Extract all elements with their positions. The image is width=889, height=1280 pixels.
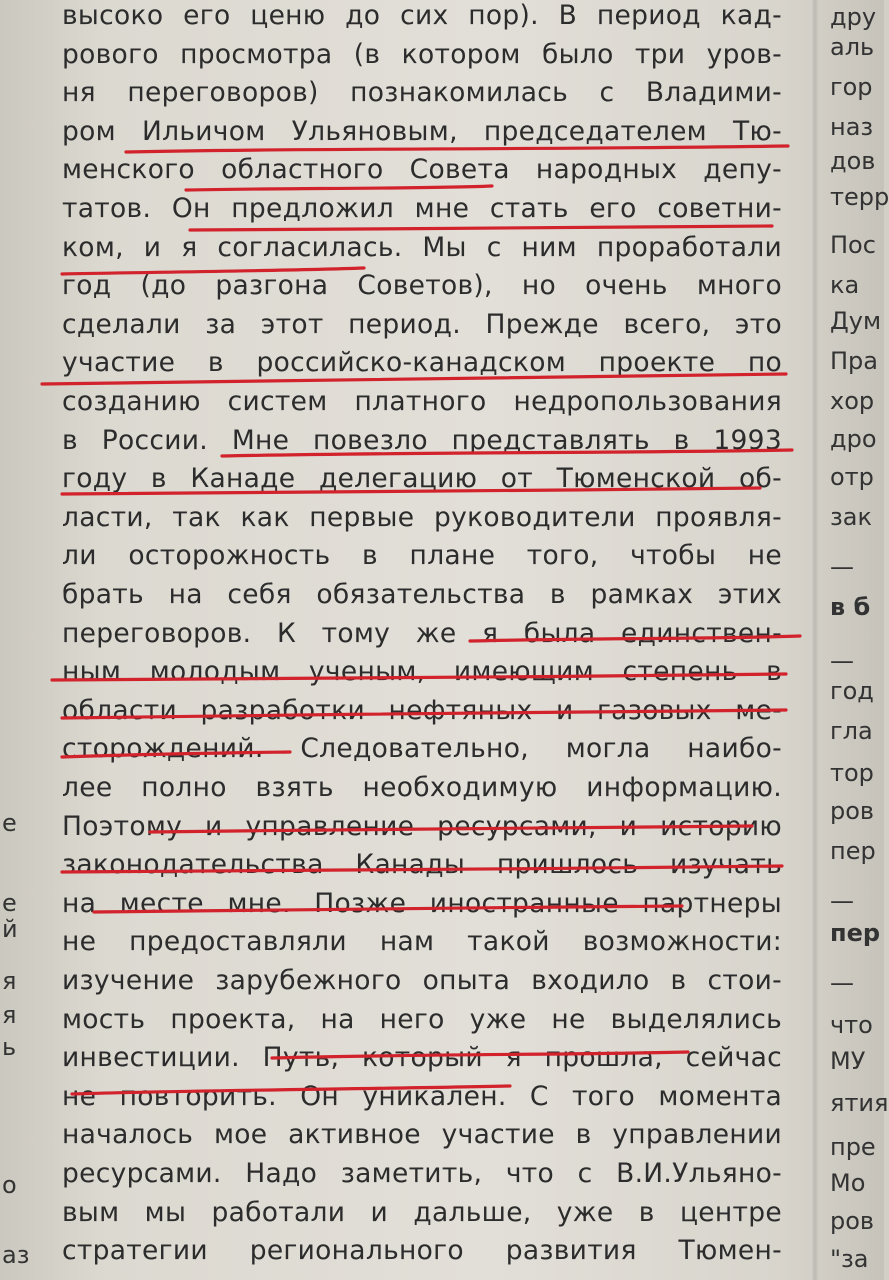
margin-fragment: Пра [830,347,878,375]
text-line: ня переговоров) познакомилась с Владими- [62,77,782,109]
text-line: переговоров. К тому же я была единствен- [62,617,782,649]
text-line: в России. Мне повезло представлять в 1993 [62,424,782,456]
text-line: законодательства Канады пришлось изучать [62,849,782,881]
margin-fragment: зак [830,503,872,531]
text-line: не предоставляли нам такой возможности: [62,926,782,958]
margin-fragment: пре [830,1133,876,1161]
column-divider [812,0,818,1280]
text-line: области разработки нефтяных и газовых ме- [62,694,782,726]
margin-fragment: МУ [830,1047,866,1075]
margin-fragment: й [2,915,18,943]
margin-fragment: — [830,887,854,915]
margin-fragment: ь [2,1033,17,1061]
margin-fragment: пер [830,837,876,865]
text-line: сторождений. Следовательно, могла наибо- [62,733,782,765]
margin-fragment: ятия [830,1089,889,1117]
text-line: участие в российско-канадском проекте по [62,347,782,379]
text-line: сделали за этот период. Прежде всего, это [62,308,782,340]
margin-fragment: я [2,967,17,995]
text-line: ли осторожность в плане того, чтобы не [62,540,782,572]
margin-fragment: гла [830,717,873,745]
margin-fragment: дов [830,147,876,175]
text-line: год (до разгона Советов), но очень много [62,270,782,302]
margin-fragment: — [830,647,854,675]
margin-fragment: е [2,809,17,837]
margin-fragment: терр [830,183,889,211]
margin-fragment: — [830,553,854,581]
text-line: не повторить. Он уникален. С того момента [62,1080,782,1112]
text-line: ресурсами. Надо заметить, что с В.И.Ульяно- [62,1158,782,1189]
text-line: татов. Он предложил мне стать его советни- [62,193,782,224]
text-line: рового просмотра (в котором было три уров- [62,38,782,70]
margin-fragment: тор [830,759,874,787]
text-line: на месте мне. Позже иностранные партнеры [62,887,782,919]
margin-fragment: ров [830,797,875,825]
text-line: ром Ильичом Ульяновым, председателем Тю- [62,115,782,147]
margin-fragment: "за [830,1245,869,1273]
margin-fragment: е [2,889,17,917]
article-body [62,0,792,1280]
margin-fragment: что [830,1011,873,1039]
left-column-fragment [0,0,30,1280]
margin-fragment: о [2,1171,17,1199]
text-line: стратегии регионального развития Тюмен- [62,1235,782,1267]
margin-fragment: хор [830,387,875,415]
margin-fragment: отр [830,463,874,491]
margin-fragment: аз [2,1241,30,1269]
margin-fragment: Дум [830,307,882,335]
margin-fragment: гор [830,73,873,101]
text-line: инвестиции. Путь, который я прошла, сейчас [62,1042,782,1074]
margin-fragment: — [830,969,854,997]
text-line: лее полно взять необходимую информацию. [62,772,782,803]
text-line: ным молодым ученым, имеющим степень в [62,656,782,688]
margin-fragment: Мо [830,1169,866,1197]
margin-fragment: в б [830,593,871,621]
margin-fragment: ка [830,271,860,299]
margin-fragment: дро [830,425,877,453]
text-line: Поэтому и управление ресурсами, и историю [62,810,782,842]
text-line: высоко его ценю до сих пор). В период кад- [62,0,782,31]
margin-fragment: ров [830,1207,875,1235]
text-line: мость проекта, на него уже не выделялись [62,1003,782,1035]
text-line: ком, и я согласилась. Мы с ним проработали [62,231,782,263]
margin-fragment: дру [830,3,877,31]
text-line: началось мое активное участие в управлении [62,1119,782,1151]
text-line: вым мы работали и дальше, уже в центре [62,1196,782,1228]
margin-fragment: аль [830,33,875,61]
margin-fragment: год [830,677,874,705]
margin-fragment: Пос [830,231,876,259]
margin-fragment: я [2,1001,17,1029]
text-line: году в Канаде делегацию от Тюменской об- [62,463,782,495]
text-line: изучение зарубежного опыта входило в стои- [62,965,782,996]
text-line: брать на себя обязательства в рамках этих [62,579,782,610]
text-line: созданию систем платного недропользования [62,386,782,417]
right-column-fragment [822,0,889,1280]
margin-fragment: наз [830,113,874,141]
text-line: ласти, так как первые руководители проявля- [62,501,782,533]
text-line: менского областного Совета народных депу- [62,154,782,186]
margin-fragment: пер [830,919,881,947]
